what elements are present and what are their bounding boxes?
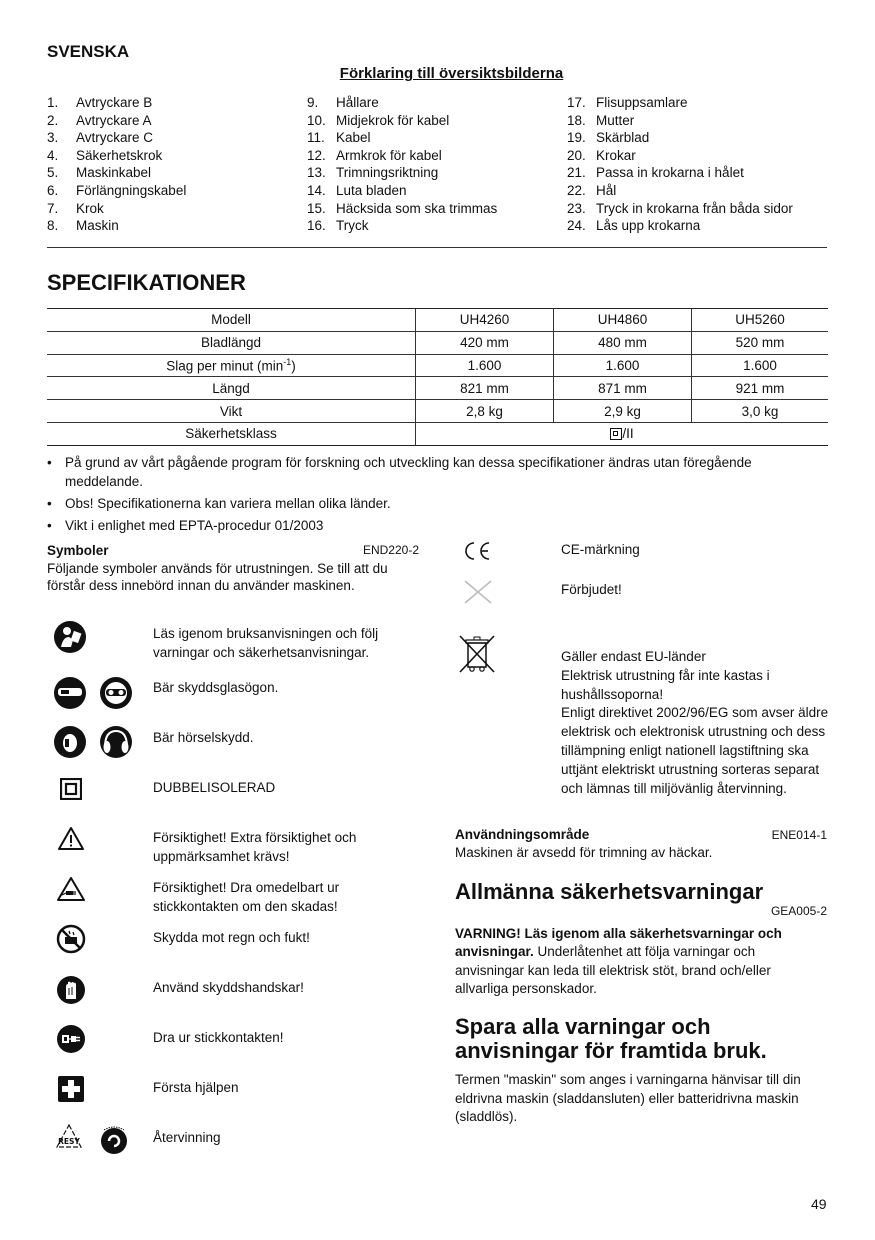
legend-item: 12. Armkrok för kabel: [307, 147, 442, 163]
save-warnings-title: Spara alla varningar och anvisningar för framtida bruk.: [455, 1014, 767, 1063]
gloves-icon: [56, 975, 86, 1005]
table-cell: UH5260: [692, 309, 829, 332]
symbol-description: Förbjudet!: [561, 582, 622, 597]
usage-code: ENE014-1: [771, 828, 827, 842]
legend-item: 9. Hållare: [307, 95, 379, 110]
legend-item: 4. Säkerhetskrok: [47, 147, 163, 163]
legend-item: 10. Midjekrok för kabel: [307, 112, 450, 128]
table-cell: 2,9 kg: [554, 400, 692, 423]
symbol-description: Dra ur stickkontakten!: [153, 1030, 284, 1045]
list-item: • På grund av vårt pågående program för forskning och utveckling kan dessa specifikationer ändras utan föregående meddelande.: [47, 453, 827, 491]
table-cell: 1.600: [554, 354, 692, 377]
table-cell: 921 mm: [692, 377, 829, 400]
legend-item: 13. Trimningsriktning: [307, 165, 439, 181]
legend-item: 1. Avtryckare B: [47, 95, 153, 110]
symbol-description: Skydda mot regn och fukt!: [153, 930, 310, 945]
weee-bin-icon: [457, 633, 497, 675]
table-cell: /II: [416, 422, 829, 445]
table-cell: UH4860: [554, 309, 692, 332]
ce-mark-icon: [462, 540, 492, 562]
table-cell: 1.600: [416, 354, 554, 377]
table-cell: 420 mm: [416, 331, 554, 354]
section-divider: [47, 247, 827, 248]
general-safety-title: Allmänna säkerhetsvarningar: [455, 879, 764, 904]
table-cell: 2,8 kg: [416, 400, 554, 423]
recycling-label: RESY: [58, 1137, 80, 1146]
specifications-table: [47, 308, 828, 446]
symbol-description: Använd skyddshandskar!: [153, 980, 304, 995]
safety-glasses-icon: [53, 676, 135, 710]
legend-item: 14. Luta bladen: [307, 182, 407, 198]
legend-column-2: [307, 94, 557, 235]
symbol-description: Första hjälpen: [153, 1080, 239, 1095]
legend-item: 6. Förlängningskabel: [47, 182, 187, 198]
language-heading: SVENSKA: [47, 42, 130, 61]
legend-item: 2. Avtryckare A: [47, 112, 152, 128]
general-warning-text: VARNING! Läs igenom alla säkerhetsvarningar och anvisningar. Underlåtenhet att följa varningar och anvisningar kan leda till elektrisk stöt, brand och/eller allvarliga personskador.: [455, 926, 782, 996]
warning-triangle-icon: [57, 826, 85, 851]
unplug-icon: [56, 1024, 86, 1054]
table-cell: 871 mm: [554, 377, 692, 400]
legend-item: 5. Maskinkabel: [47, 165, 152, 181]
legend-item: 23. Tryck in krokarna från båda sidor: [567, 200, 793, 216]
legend-item: 16. Tryck: [307, 218, 369, 234]
table-cell: 3,0 kg: [692, 400, 829, 423]
legend-title: Förklaring till översiktsbilderna: [339, 65, 564, 82]
symbol-description: Försiktighet! Dra omedelbart ur stickkontakten om den skadas!: [153, 880, 340, 915]
general-safety-code: GEA005-2: [770, 904, 827, 918]
symbols-section: [47, 542, 419, 595]
double-insulation-icon: [610, 428, 622, 440]
legend-item: 24. Lås upp krokarna: [567, 218, 701, 234]
table-cell: Modell: [47, 309, 416, 332]
usage-text: Maskinen är avsedd för trimning av häckar.: [455, 845, 713, 860]
legend-item: 18. Mutter: [567, 112, 635, 128]
symbol-description: Bär skyddsglasögon.: [153, 680, 279, 695]
forbidden-icon: [462, 578, 494, 606]
specifications-title: SPECIFIKATIONER: [47, 270, 246, 295]
legend-column-1: [47, 94, 297, 235]
first-aid-icon: [57, 1075, 85, 1103]
legend-item: 3. Avtryckare C: [47, 130, 154, 146]
table-cell: 520 mm: [692, 331, 829, 354]
usage-title: Användningsområde: [455, 827, 590, 842]
legend-column-3: [567, 94, 817, 235]
symbol-description: Återvinning: [153, 1130, 221, 1145]
symbols-code: END220-2: [362, 543, 419, 557]
table-row: [47, 377, 828, 400]
symbols-title: Symboler: [47, 543, 109, 558]
table-row: [47, 331, 828, 354]
symbol-description: Läs igenom bruksanvisningen och följ varningar och säkerhetsanvisningar.: [153, 626, 379, 661]
legend-item: 7. Krok: [47, 200, 104, 216]
symbol-description: Gäller endast EU-länder Elektrisk utrustning får inte kastas i hushållssoporna! Enligt direktivet 2002/96/EG som avser äldre elektrisk och elektronisk utrustning och dess tillämpning enligt nationell lagstiftning ska uttjänt elektriskt utrustning sorteras separat och lämnas till miljövänlig återvinning.: [561, 649, 829, 796]
hearing-protection-icon: [53, 725, 135, 759]
legend-item: 21. Passa in krokarna i hålet: [567, 165, 744, 181]
legend-item: 8. Maskin: [47, 218, 119, 234]
symbol-description: CE-märkning: [561, 542, 640, 557]
table-row: [47, 400, 828, 423]
legend-item: 11. Kabel: [307, 130, 371, 146]
symbols-intro: Följande symboler används för utrustningen. Se till att du förstår dess innebörd innan du använder maskinen.: [47, 560, 388, 593]
legend-item: 19. Skärblad: [567, 130, 650, 146]
table-cell: 480 mm: [554, 331, 692, 354]
table-cell: UH4260: [416, 309, 554, 332]
table-row: [47, 354, 828, 377]
page-number: 49: [811, 1196, 827, 1212]
table-cell: Bladlängd: [47, 331, 416, 354]
table-cell: Längd: [47, 377, 416, 400]
double-insulation-icon: [60, 778, 82, 800]
recycling-icon: [52, 1122, 132, 1156]
term-text: Termen "maskin" som anges i varningarna hänvisar till din eldrivna maskin (sladdansluten) eller batteridrivna maskin (sladdlös).: [455, 1072, 801, 1124]
table-cell: Säkerhetsklass: [47, 422, 416, 445]
symbol-description: Bär hörselskydd.: [153, 730, 254, 745]
table-cell: 1.600: [692, 354, 829, 377]
list-item: • Obs! Specifikationerna kan variera mellan olika länder.: [47, 494, 827, 513]
table-cell: 821 mm: [416, 377, 554, 400]
legend-item: 20. Krokar: [567, 147, 636, 163]
read-manual-icon: [53, 620, 87, 654]
table-row: [47, 422, 828, 445]
symbol-description: DUBBELISOLERAD: [153, 780, 276, 795]
table-header-row: [47, 309, 828, 332]
list-item: • Vikt i enlighet med EPTA-procedur 01/2003: [47, 516, 827, 535]
legend-item: 17. Flisuppsamlare: [567, 95, 688, 110]
symbol-description: Försiktighet! Extra försiktighet och uppmärksamhet krävs!: [153, 830, 357, 865]
no-rain-icon: [56, 924, 86, 954]
table-cell: Slag per minut $(\min^{-1})$: [47, 354, 416, 377]
spec-notes: [47, 453, 827, 538]
usage-section: [455, 826, 827, 862]
legend-item: 15. Häcksida som ska trimmas: [307, 200, 498, 216]
legend-item: 22. Hål: [567, 182, 617, 198]
table-cell: Vikt: [47, 400, 416, 423]
unplug-if-damaged-icon: [56, 876, 86, 902]
